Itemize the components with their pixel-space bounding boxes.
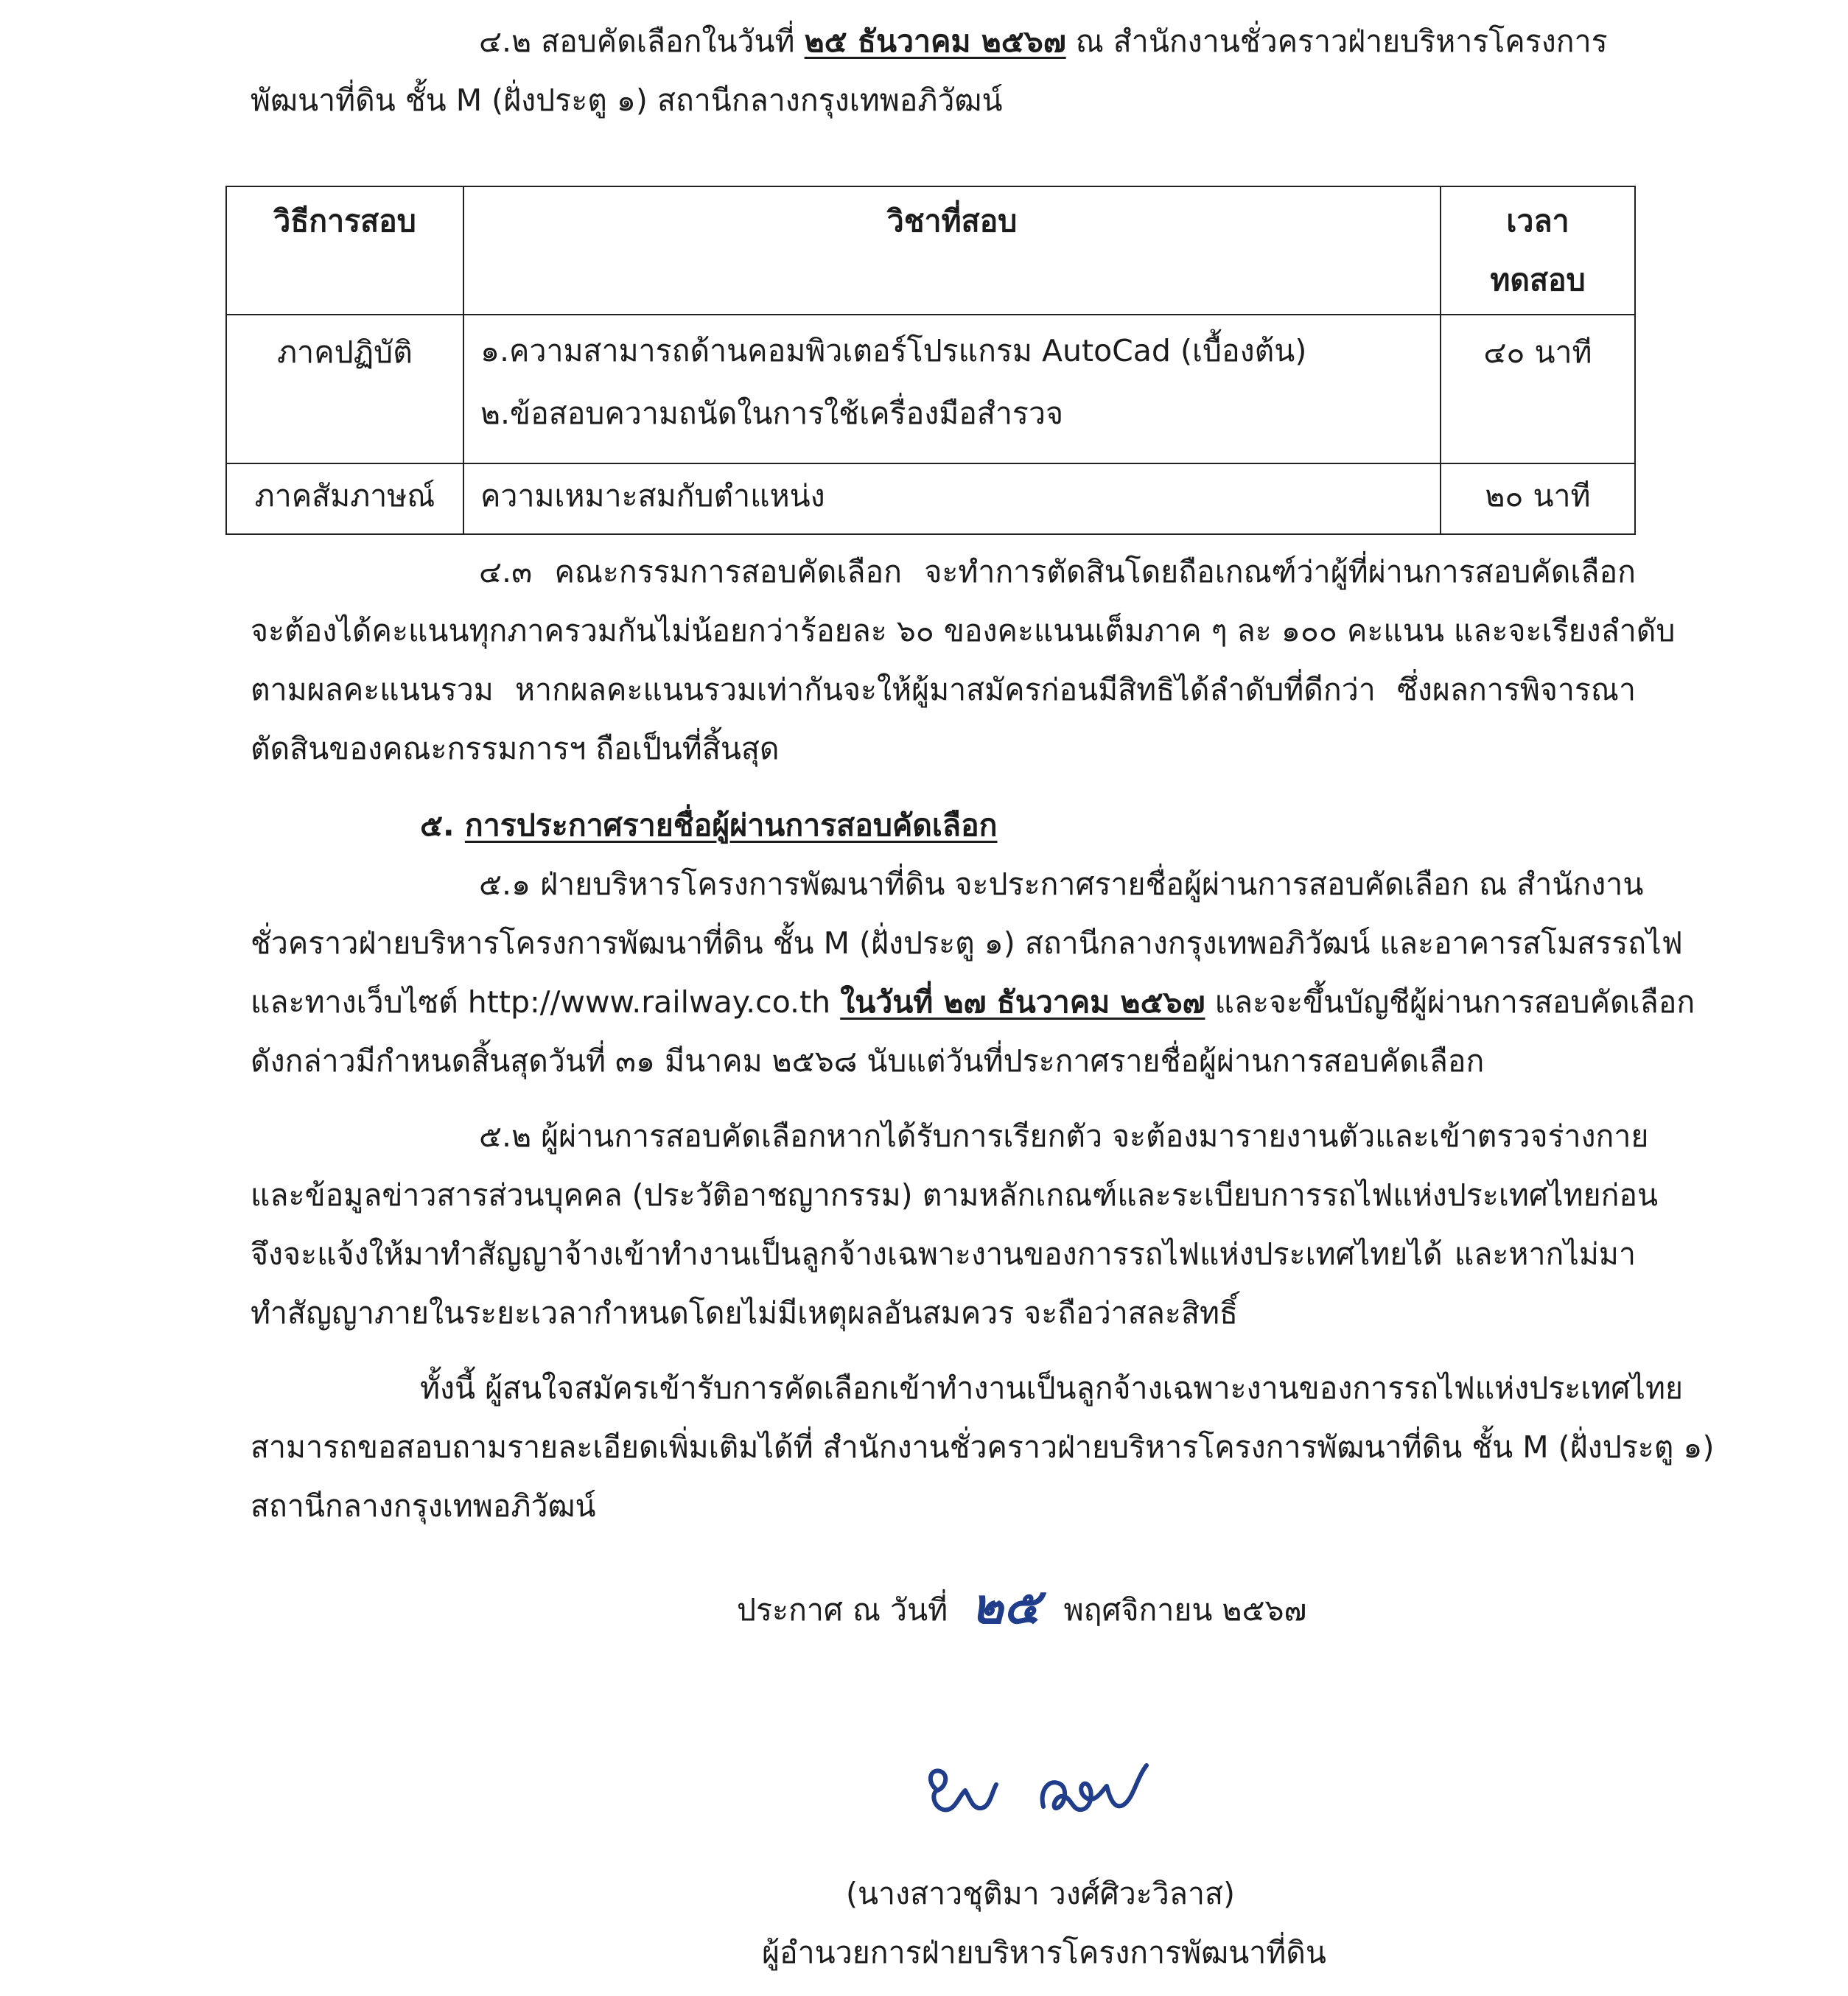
section-5-heading xyxy=(420,803,998,847)
row1-subject-line1: ๑.ความสามารถด้านคอมพิวเตอร์โปรแกรม AutoCad (เบื้องต้น) xyxy=(480,333,1307,368)
row1-subject-line2: ๒.ข้อสอบความถนัดในการใช้เครื่องมือสำรวจ xyxy=(480,396,1063,431)
row1-time: ๔๐ นาที xyxy=(1441,315,1635,463)
table-row xyxy=(226,315,1635,463)
p51-line3-suffix: และจะขึ้นบัญชีผู้ผ่านการสอบคัดเลือก xyxy=(1205,984,1695,1020)
p42-line1 xyxy=(479,19,1636,63)
closing-line3: สถานีกลางกรุงเทพอภิวัฒน์ xyxy=(251,1488,596,1524)
p51-line4: ดังกล่าวมีกำหนดสิ้นสุดวันที่ ๓๑ มีนาคม ๒๕๖๘ นับแต่วันที่ประกาศรายชื่อผู้ผ่านการสอบคัดเลือก xyxy=(251,1043,1485,1079)
header-subject: วิชาที่สอบ xyxy=(463,186,1441,315)
table-header-row xyxy=(226,186,1635,315)
section-5-title: การประกาศรายชื่อผู้ผ่านการสอบคัดเลือก xyxy=(464,808,998,843)
closing-line2: สามารถขอสอบถามรายละเอียดเพิ่มเติมได้ที่ สำนักงานชั่วคราวฝ่ายบริหารโครงการพัฒนาที่ดิน ชั้น M (ฝั่งประตู ๑) xyxy=(251,1429,1715,1465)
exam-schedule-table xyxy=(225,186,1636,535)
header-time-line1: เวลา xyxy=(1506,203,1569,239)
signer-title: ผู้อำนวยการฝ่ายบริหารโครงการพัฒนาที่ดิน xyxy=(762,1935,1326,1970)
p42-exam-date: ๒๕ ธันวาคม ๒๕๖๗ xyxy=(804,24,1066,59)
p52-line3: จึงจะแจ้งให้มาทำสัญญาจ้างเข้าทำงานเป็นลูกจ้างเฉพาะงานของการรถไฟแห่งประเทศไทยได้ และหากไม่มา xyxy=(251,1236,1636,1272)
p43-line3: ตามผลคะแนนรวม หากผลคะแนนรวมเท่ากันจะให้ผู้มาสมัครก่อนมีสิทธิได้ลำดับที่ดีกว่า ซึ่งผลการพิจารณา xyxy=(251,672,1636,707)
row2-subject: ความเหมาะสมกับตำแหน่ง xyxy=(463,463,1441,534)
row1-subject xyxy=(463,315,1441,463)
header-method: วิธีการสอบ xyxy=(226,186,463,315)
header-time-line2: ทดสอบ xyxy=(1490,262,1586,298)
p43-line2: จะต้องได้คะแนนทุกภาครวมกันไม่น้อยกว่าร้อยละ ๖๐ ของคะแนนเต็มภาค ๆ ละ ๑๐๐ คะแนน และจะเรียงลำดับ xyxy=(251,613,1676,648)
announce-prefix: ประกาศ ณ วันที่ xyxy=(737,1592,948,1628)
p52-line2: และข้อมูลข่าวสารส่วนบุคคล (ประวัติอาชญากรรม) ตามหลักเกณฑ์และระเบียบการรถไฟแห่งประเทศไทยก่อน xyxy=(251,1177,1659,1213)
p42-prefix: ๔.๒ สอบคัดเลือกในวันที่ xyxy=(479,24,805,59)
row2-method: ภาคสัมภาษณ์ xyxy=(226,463,463,534)
signer-name: (นางสาวชุติมา วงศ์ศิวะวิลาส) xyxy=(846,1876,1235,1911)
handwritten-day: ๒๕ xyxy=(971,1577,1040,1635)
header-time xyxy=(1441,186,1635,315)
announce-month-year: พฤศจิกายน ๒๕๖๗ xyxy=(1063,1592,1307,1628)
announcement-date xyxy=(737,1573,1306,1643)
p51-line3 xyxy=(251,980,1695,1024)
section-5-number: ๕. xyxy=(420,808,455,843)
p51-announce-date: ในวันที่ ๒๗ ธันวาคม ๒๕๖๗ xyxy=(840,984,1205,1020)
table-row xyxy=(226,463,1635,534)
p43-line4: ตัดสินของคณะกรรมการฯ ถือเป็นที่สิ้นสุด xyxy=(251,731,780,766)
row2-time: ๒๐ นาที xyxy=(1441,463,1635,534)
p42-suffix: ณ สำนักงานชั่วคราวฝ่ายบริหารโครงการ xyxy=(1065,24,1608,59)
p43-line1: ๔.๓ คณะกรรมการสอบคัดเลือก จะทำการตัดสินโดยถือเกณฑ์ว่าผู้ที่ผ่านการสอบคัดเลือก xyxy=(479,554,1636,589)
row1-method: ภาคปฏิบัติ xyxy=(226,315,463,463)
p42-line2: พัฒนาที่ดิน ชั้น M (ฝั่งประตู ๑) สถานีกลางกรุงเทพอภิวัฒน์ xyxy=(251,83,1003,118)
p51-line1: ๕.๑ ฝ่ายบริหารโครงการพัฒนาที่ดิน จะประกาศรายชื่อผู้ผ่านการสอบคัดเลือก ณ สำนักงาน xyxy=(479,866,1644,902)
p51-line3-prefix: และทางเว็บไซต์ http://www.railway.co.th xyxy=(251,984,841,1020)
handwritten-signature xyxy=(914,1746,1194,1827)
p52-line4: ทำสัญญาภายในระยะเวลากำหนดโดยไม่มีเหตุผลอันสมควร จะถือว่าสละสิทธิ์ xyxy=(251,1295,1239,1331)
closing-line1: ทั้งนี้ ผู้สนใจสมัครเข้ารับการคัดเลือกเข้าทำงานเป็นลูกจ้างเฉพาะงานของการรถไฟแห่งประเทศไทย xyxy=(420,1370,1683,1406)
p51-line2: ชั่วคราวฝ่ายบริหารโครงการพัฒนาที่ดิน ชั้น M (ฝั่งประตู ๑) สถานีกลางกรุงเทพอภิวัฒน์ และอาคารสโมสรรถไฟ xyxy=(251,925,1683,961)
p52-line1: ๕.๒ ผู้ผ่านการสอบคัดเลือกหากได้รับการเรียกตัว จะต้องมารายงานตัวและเข้าตรวจร่างกาย xyxy=(479,1118,1649,1154)
